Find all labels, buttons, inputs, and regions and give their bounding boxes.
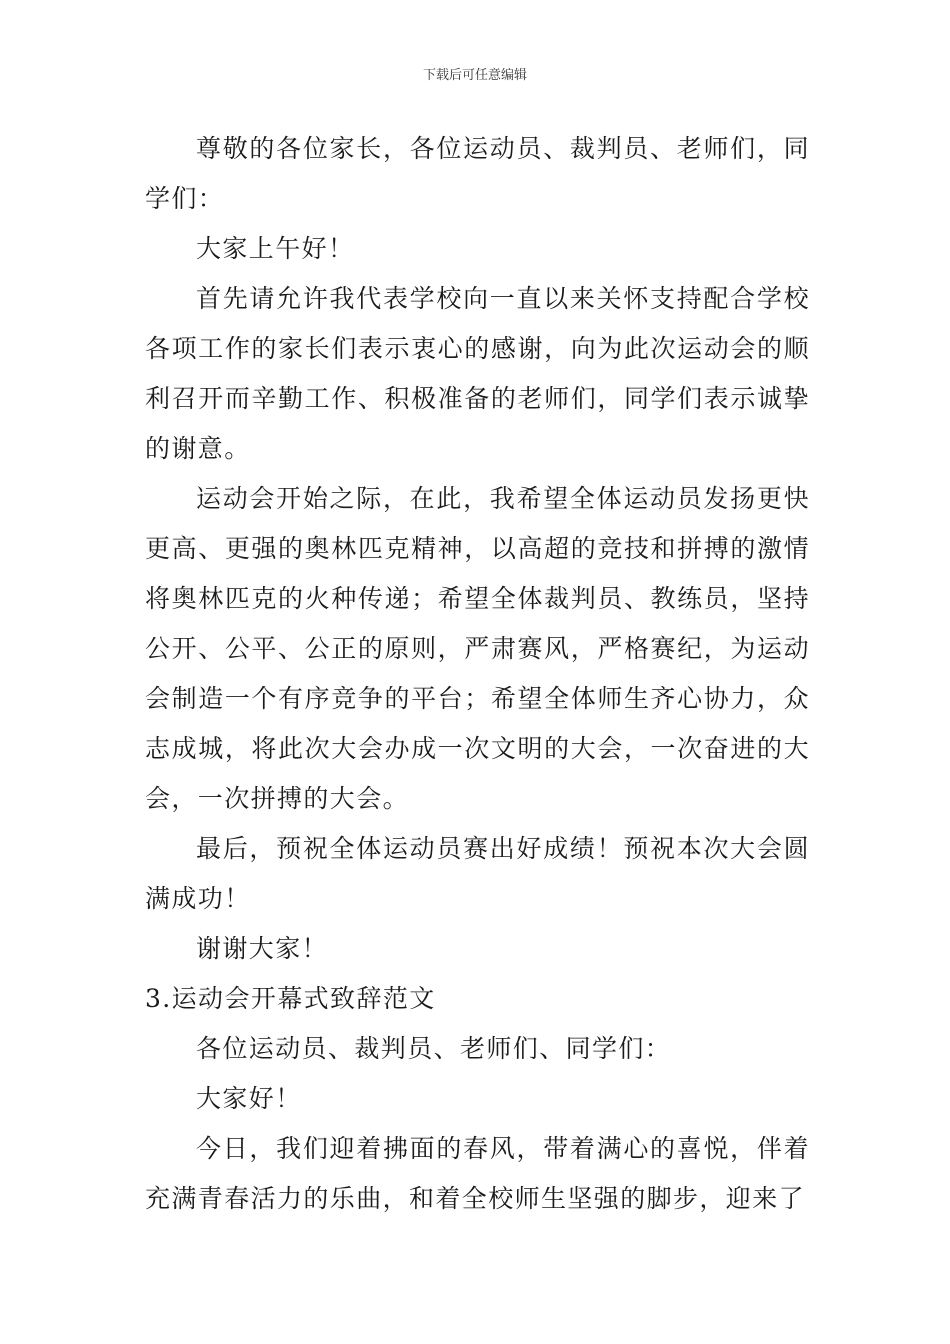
greeting-paragraph: 大家上午好！ — [196, 234, 355, 263]
section-opening-paragraph: 今日，我们迎着拂面的春风，带着满心的喜悦，伴着充满青春活力的乐曲，和着全校师生坚强的脚步，迎来了 — [145, 1134, 810, 1213]
salutation-paragraph: 尊敬的各位家长，各位运动员、裁判员、老师们，同学们： — [145, 134, 810, 213]
page-header-note: 下载后可任意编辑 — [422, 68, 527, 83]
closing-paragraph: 谢谢大家！ — [196, 934, 329, 963]
thanks-paragraph: 首先请允许我代表学校向一直以来关怀支持配合学校各项工作的家长们表示衷心的感谢，向为此次运动会的顺利召开而辛勤工作、积极准备的老师们，同学们表示诚挚的谢意。 — [145, 284, 810, 463]
section-salutation-paragraph: 各位运动员、裁判员、老师们、同学们： — [196, 1034, 672, 1063]
section-greeting-paragraph: 大家好！ — [196, 1084, 302, 1113]
document-body — [145, 124, 810, 1224]
section-heading: 3.运动会开幕式致辞范文 — [145, 984, 436, 1013]
wish-paragraph: 最后，预祝全体运动员赛出好成绩！预祝本次大会圆满成功！ — [145, 834, 810, 913]
hope-paragraph: 运动会开始之际，在此，我希望全体运动员发扬更快更高、更强的奥林匹克精神，以高超的竞技和拼搏的激情将奥林匹克的火种传递；希望全体裁判员、教练员，坚持公开、公平、公正的原则，严肃赛风，严格赛纪，为运动会制造一个有序竞争的平台；希望全体师生齐心协力，众志成城，将此次大会办成一次文明的大会，一次奋进的大会，一次拼搏的大会。 — [145, 484, 810, 813]
